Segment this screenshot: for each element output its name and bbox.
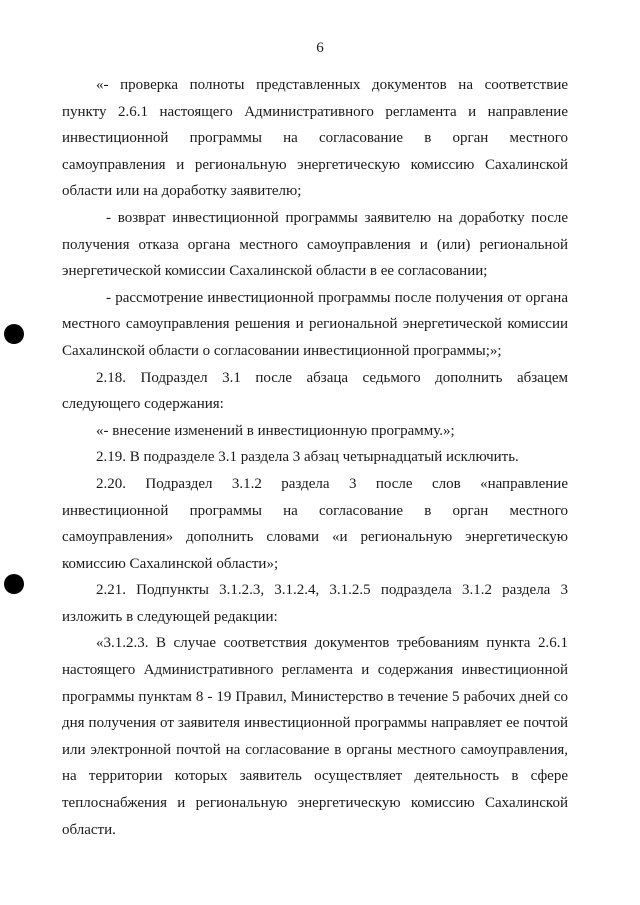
- paragraph-2-18-content: «- внесение изменений в инвестиционную программу.»;: [96, 422, 455, 439]
- binder-hole-top: [4, 324, 24, 344]
- paragraph-check-documents: «- проверка полноты представленных документов на соответствие пункту 2.6.1 настоящего Административного регламента и направление инвестиционной программы на согласование в орган местного самоуправления и региональную энергетическую комиссию Сахалинской области или на доработку заявителю;: [62, 77, 568, 200]
- paragraph-2-20: 2.20. Подраздел 3.1.2 раздела 3 после слов «направление инвестиционной программы на согласование в орган местного самоуправления» дополнить словами «и региональную энергетическую комиссию Сахалинской области»;: [62, 475, 568, 572]
- paragraph-2-18: 2.18. Подраздел 3.1 после абзаца седьмого дополнить абзацем следующего содержания:: [62, 369, 568, 413]
- page-number: 6: [316, 40, 324, 56]
- binder-hole-bottom: [4, 574, 24, 594]
- paragraph-3-1-2-3: «3.1.2.3. В случае соответствия документов требованиям пункта 2.6.1 настоящего Административного регламента и содержания инвестиционной программы пунктам 8 - 19 Правил, Министерство в течение 5 рабочих дней со дня получения от заявителя инвестиционной программы направляет ее почтой или электронной почтой на согласование в органы местного самоуправления, на территории которых заявитель осуществляет деятельность в сфере теплоснабжения и региональную энергетическую комиссию Сахалинской области.: [62, 635, 568, 838]
- paragraph-review-program: - рассмотрение инвестиционной программы после получения от органа местного самоуправления решения и региональной энергетической комиссии Сахалинской области о согласовании инвестиционной программы;»;: [62, 289, 568, 359]
- paragraph-return-program: - возврат инвестиционной программы заявителю на доработку после получения отказа органа местного самоуправления и (или) региональной энергетической комиссии Сахалинской области в ее согласовании;: [62, 209, 568, 280]
- paragraph-2-19: 2.19. В подразделе 3.1 раздела 3 абзац четырнадцатый исключить.: [96, 449, 519, 466]
- document-body: [62, 72, 568, 843]
- paragraph-2-21: 2.21. Подпункты 3.1.2.3, 3.1.2.4, 3.1.2.5 подраздела 3.1.2 раздела 3 изложить в следующей редакции:: [62, 582, 568, 625]
